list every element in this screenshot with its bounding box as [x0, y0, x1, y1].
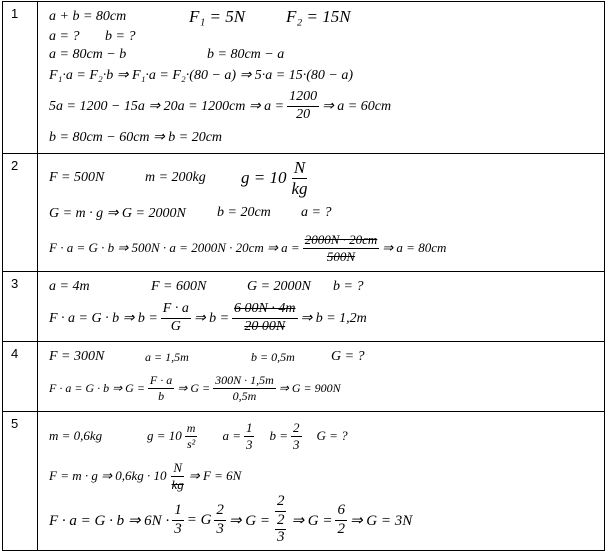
equation-text: a = 1,5m	[145, 349, 189, 364]
fraction-numerator: 6	[335, 503, 347, 521]
equation-text: b = ?	[105, 29, 136, 44]
fraction	[185, 422, 198, 450]
table-row	[3, 272, 605, 342]
equation-text: ⇒ F = 6N	[188, 468, 242, 483]
row-content	[38, 2, 605, 154]
fraction-numerator: m	[186, 420, 196, 435]
fraction	[289, 159, 309, 198]
fraction	[287, 90, 319, 122]
equation-line	[49, 416, 596, 456]
equation-text: b =	[269, 428, 289, 443]
equation-text: G = m · g ⇒ G = 2000N	[49, 205, 186, 221]
equation-text: F · a = G · b ⇒ 500N · a = 2000N · 20cm ⇒ a =	[49, 240, 300, 255]
row-number: 3	[3, 272, 38, 342]
equation-line	[49, 228, 596, 268]
equation-text: F · a = G · b ⇒ 6N ·	[49, 512, 170, 529]
fraction-denominator: G	[170, 318, 181, 334]
equation-line	[49, 368, 596, 408]
equation-text: m = 200kg	[145, 170, 206, 185]
equation-text: F · a = G · b ⇒ G =	[49, 380, 145, 395]
equation-text: F = 600N	[151, 279, 207, 294]
solutions-table	[2, 1, 605, 551]
equation-text: G = ?	[331, 349, 365, 364]
equation-text: ⇒ b = 1,2m	[300, 310, 367, 326]
equation-text: 5a = 1200 − 15a ⇒ 20a = 1200cm ⇒ a =	[49, 98, 285, 114]
equation-line	[49, 276, 596, 298]
fraction	[291, 421, 302, 451]
equation-text: G = 2000N	[247, 279, 311, 294]
fraction-numerator: 1	[245, 419, 253, 435]
fraction-denominator: 500N	[326, 248, 356, 264]
equation-line	[49, 298, 596, 338]
fraction	[170, 461, 186, 491]
fraction-numerator: N	[173, 459, 182, 475]
fraction-denominator: 20	[296, 106, 311, 122]
equation-line	[49, 346, 596, 368]
equation-text: m = 0,6kg	[49, 428, 103, 443]
fraction-numerator: 2	[275, 494, 287, 512]
equation-text: a = ?	[49, 29, 80, 44]
equation-text: ⇒ a = 60cm	[322, 98, 392, 114]
equation-text: F = 500N	[49, 170, 105, 185]
equation-text: ⇒ b =	[193, 310, 230, 326]
equation-text: a + b = 80cm	[49, 9, 127, 24]
equation-text: g = 10	[147, 428, 182, 443]
fraction-denominator: kg	[291, 178, 308, 198]
fraction	[172, 503, 184, 538]
equation-text: G = ?	[316, 428, 348, 443]
row-number: 2	[3, 154, 38, 272]
equation-text: F = 300N	[49, 349, 105, 364]
fraction-denominator: 2	[337, 520, 345, 537]
row-number: 1	[3, 2, 38, 154]
equation-line	[49, 158, 596, 198]
equation-line	[49, 456, 596, 496]
equation-line	[49, 126, 596, 148]
fraction-denominator: 3	[293, 436, 300, 452]
fraction-numerator: 2000N · 20cm	[304, 231, 378, 247]
equation-text: = G	[186, 511, 212, 528]
fraction-denominator: 0,5m	[232, 388, 257, 403]
fraction-denominator	[273, 512, 289, 546]
equation-text: ⇒ G =	[291, 512, 333, 529]
equation-text: b = 0,5m	[251, 349, 295, 364]
row-number: 5	[3, 412, 38, 551]
row-content	[38, 272, 605, 342]
equation-text: F = m · g ⇒ 0,6kg · 10	[49, 468, 167, 483]
fraction-numerator: 1	[172, 503, 184, 521]
equation-text: F₁·a = F₂·b ⇒ F₁·a = F₂·(80 − a) ⇒ 5·a = 15·(80 − a)	[49, 67, 354, 83]
fraction	[335, 503, 347, 538]
equation-text: F₂ = 15N	[286, 7, 351, 26]
equation-text: b = 80cm − 60cm ⇒ b = 20cm	[49, 129, 223, 145]
table-row	[3, 412, 605, 551]
row-content	[38, 412, 605, 551]
row-number: 4	[3, 342, 38, 412]
row-content	[38, 342, 605, 412]
fraction-numerator: 1200	[287, 90, 319, 107]
fraction-numerator: F · a	[161, 302, 191, 319]
nested-numerator: 2	[276, 512, 285, 529]
equation-text: ⇒ G = 900N	[278, 380, 341, 395]
fraction	[161, 302, 191, 334]
equation-text: b = 80cm − a	[207, 47, 285, 62]
equation-line	[49, 64, 596, 86]
equation-text: a =	[222, 428, 241, 443]
fraction	[214, 503, 226, 538]
fraction-denominator: 3	[245, 436, 253, 452]
fraction-denominator: 20 00N	[244, 318, 286, 334]
equation-line	[49, 198, 596, 228]
equation-text: ⇒ G = 3N	[349, 512, 413, 529]
equation-line	[49, 86, 596, 126]
equation-text: a = ?	[301, 205, 332, 220]
fraction	[232, 302, 297, 334]
row-content	[38, 154, 605, 272]
fraction	[273, 494, 289, 545]
fraction	[213, 374, 276, 402]
equation-text: g = 10	[241, 168, 287, 187]
table-row	[3, 2, 605, 154]
equation-text: b = ?	[333, 279, 364, 294]
equation-text: a = 80cm − b	[49, 47, 127, 62]
fraction	[303, 233, 380, 263]
equation-text: ⇒ a = 80cm	[382, 240, 447, 255]
table-row	[3, 342, 605, 412]
fraction-numerator: 300N · 1,5m	[215, 372, 274, 387]
equation-text: ⇒ G =	[228, 512, 270, 529]
equation-line	[49, 493, 596, 545]
fraction	[148, 374, 174, 402]
table-row	[3, 154, 605, 272]
fraction-numerator: 6 00N · 4m	[232, 302, 297, 319]
equation-line	[49, 46, 596, 64]
fraction-numerator: F · a	[149, 372, 173, 387]
fraction-denominator: 3	[174, 520, 182, 537]
equation-text: F₁ = 5N	[189, 7, 246, 26]
equation-text: ⇒ G =	[177, 380, 211, 395]
equation-text: F · a = G · b ⇒ b =	[49, 310, 158, 326]
fraction-numerator: 2	[293, 419, 300, 435]
fraction-denominator: b	[158, 388, 165, 403]
fraction-denominator: kg	[171, 476, 184, 492]
fraction-numerator: 2	[214, 503, 226, 521]
equation-text: b = 20cm	[217, 205, 271, 220]
equation-line	[49, 6, 596, 28]
equation-line	[49, 28, 596, 46]
fraction-denominator: 3	[216, 520, 224, 537]
equation-text: a = 4m	[49, 279, 90, 294]
fraction-denominator: s²	[186, 436, 196, 451]
fraction-numerator: N	[293, 157, 306, 177]
fraction	[244, 421, 255, 451]
nested-denominator: 3	[276, 528, 285, 545]
